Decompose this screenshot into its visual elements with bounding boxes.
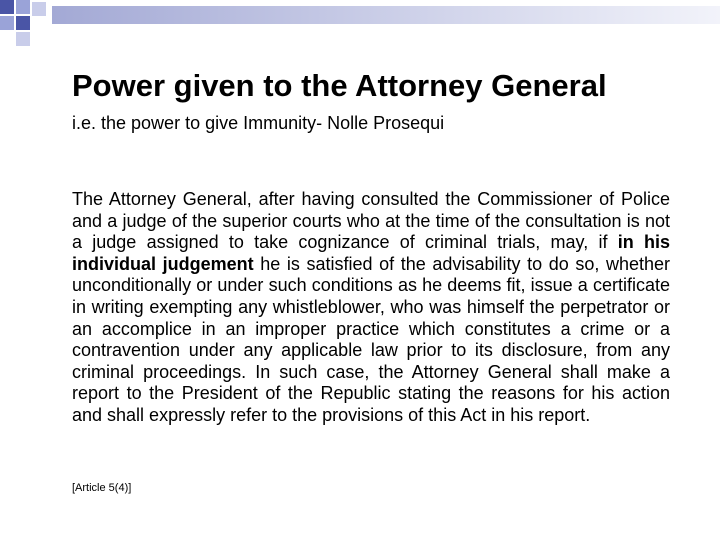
decor-square-light [0, 16, 14, 30]
decor-square-pale [32, 2, 46, 16]
decor-square-dark [0, 0, 14, 14]
body-text-part1: The Attorney General, after having consulted the Commissioner of Police and a judge of the superior courts who at the time of the consultation is not a judge assigned to take cognizance of criminal trials, may, if [72, 189, 670, 253]
slide-subtitle: i.e. the power to give Immunity- Nolle Prosequi [72, 113, 445, 133]
article-citation: [Article 5(4)] [72, 482, 132, 494]
decor-square-light [16, 0, 30, 14]
decor-square-pale [16, 32, 30, 46]
decor-square-dark [16, 16, 30, 30]
header-decoration [0, 0, 720, 50]
body-text-emphasis: in his individual judgement [72, 232, 670, 274]
header-gradient-bar [52, 6, 720, 24]
body-paragraph [72, 189, 670, 427]
slide-title: Power given to the Attorney General [72, 68, 607, 103]
body-text-part2: he is satisfied of the advisability to do so, whether unconditionally or under such conditions as he deems fit, issue a certificate in writing exempting any whistleblower, who was himself the perpetrator or an accomplice in an improper practice which constitutes a crime or a contravention under any applicable law prior to its disclosure, from any criminal proceedings. In such case, the Attorney General shall make a report to the President of the Republic stating the reasons for his action and shall expressly refer to the provisions of this Act in his report. [72, 253, 670, 425]
